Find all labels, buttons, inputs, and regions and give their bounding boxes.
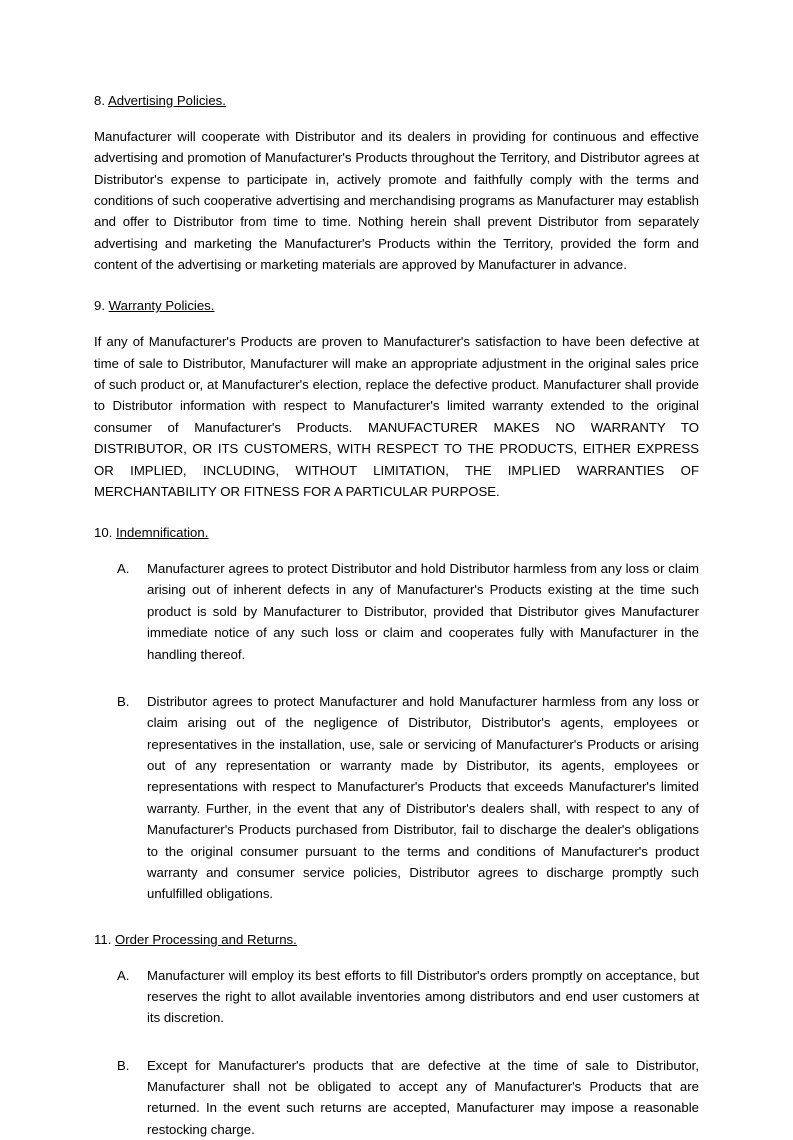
list-item-text: Manufacturer will employ its best efforts to fill Distributor's orders promptly on acceptance, but reserves the right to allot available inventories among distributors and end user customers at its discretion.	[147, 967, 699, 1026]
list-item-marker: A.	[117, 967, 130, 983]
section-number: 9.	[94, 298, 105, 314]
section-heading	[94, 931, 699, 949]
section-number: 8.	[94, 93, 105, 108]
paragraph-spacer	[94, 681, 699, 691]
section-number: 11.	[94, 931, 112, 947]
section-advertising-policies	[94, 92, 699, 275]
list-item-text: Manufacturer agrees to protect Distributor and hold Distributor harmless from any loss or claim arising out of inherent defects in any of Manufacturer's Products existing at the time such product is sold by Manufacturer to Distributor, provided that Distributor gives Manufacturer immediate notice of any such loss or claim and cooperates fully with Manufacturer in the handling thereof.	[147, 561, 699, 662]
list-item-marker: A.	[117, 561, 130, 577]
section-order-processing-and-returns	[94, 931, 699, 1140]
list-item	[94, 558, 699, 665]
section-heading	[94, 524, 699, 542]
list-item	[94, 1055, 699, 1140]
section-warranty-policies	[94, 297, 699, 502]
section-paragraph: Manufacturer will cooperate with Distributor and its dealers in providing for continuous and effective advertising and promotion of Manufacturer's Products throughout the Territory, and Distributor agrees at Distributor's expense to participate in, actively promote and faithfully comply with the terms and conditions of such cooperative advertising and merchandising programs as Manufacturer may establish and offer to Distributor from time to time. Nothing herein shall prevent Distributor from separately advertising and marketing the Manufacturer's Products within the Territory, provided the form and content of the advertising or marketing materials are approved by Manufacturer in advance.	[94, 128, 699, 273]
document-body	[94, 92, 699, 1140]
list-item	[94, 965, 699, 1029]
paragraph-spacer	[94, 921, 699, 931]
section-title: Indemnification.	[116, 525, 209, 541]
section-title: Advertising Policies.	[107, 93, 226, 108]
section-title: Warranty Policies.	[108, 298, 215, 314]
paragraph-spacer	[94, 1045, 699, 1055]
section-heading	[94, 297, 699, 315]
list-item	[94, 691, 699, 905]
section-title: Order Processing and Returns.	[115, 931, 297, 947]
section-number: 10.	[94, 525, 113, 541]
section-paragraph: If any of Manufacturer's Products are proven to Manufacturer's satisfaction to have been defective at time of sale to Distributor, Manufacturer will make an appropriate adjustment in the original sales price of such product or, at Manufacturer's election, replace the defective product. Manufacturer shall provide to Distributor information with respect to Manufacturer's limited warranty extended to the original consumer of Manufacturer's Products. MANUFACTURER MAKES NO WARRANTY TO DISTRIBUTOR, OR ITS CUSTOMERS, WITH RESPECT TO THE PRODUCTS, EITHER EXPRESS OR IMPLIED, INCLUDING, WITHOUT LIMITATION, THE IMPLIED WARRANTIES OF MERCHANTABILITY OR FITNESS FOR A PARTICULAR PURPOSE.	[94, 334, 699, 499]
list-item-text: Except for Manufacturer's products that are defective at the time of sale to Distributor, Manufacturer shall not be obligated to accept any of Manufacturer's Products that are returned. In the event such returns are accepted, Manufacturer may impose a reasonable restocking charge.	[147, 1057, 699, 1137]
list-item-text: Distributor agrees to protect Manufacturer and hold Manufacturer harmless from any loss or claim arising out of the negligence of Distributor, Distributor's agents, employees or representatives in the installation, use, sale or servicing of Manufacturer's Products or arising out of any representation or warranty made by Distributor, its agents, employees or representations with respect to Manufacturer's Products that exceeds Manufacturer's limited warranty. Further, in the event that any of Distributor's dealers shall, with respect to any of Manufacturer's Products purchased from Distributor, fail to discharge the dealer's obligations to the original consumer pursuant to the terms and conditions of Manufacturer's product warranty and consumer service policies, Distributor agrees to discharge promptly such unfulfilled obligations.	[147, 693, 699, 902]
list-item-marker: B.	[117, 693, 130, 709]
section-indemnification	[94, 524, 699, 930]
list-item-marker: B.	[117, 1057, 130, 1073]
section-heading	[94, 92, 699, 110]
